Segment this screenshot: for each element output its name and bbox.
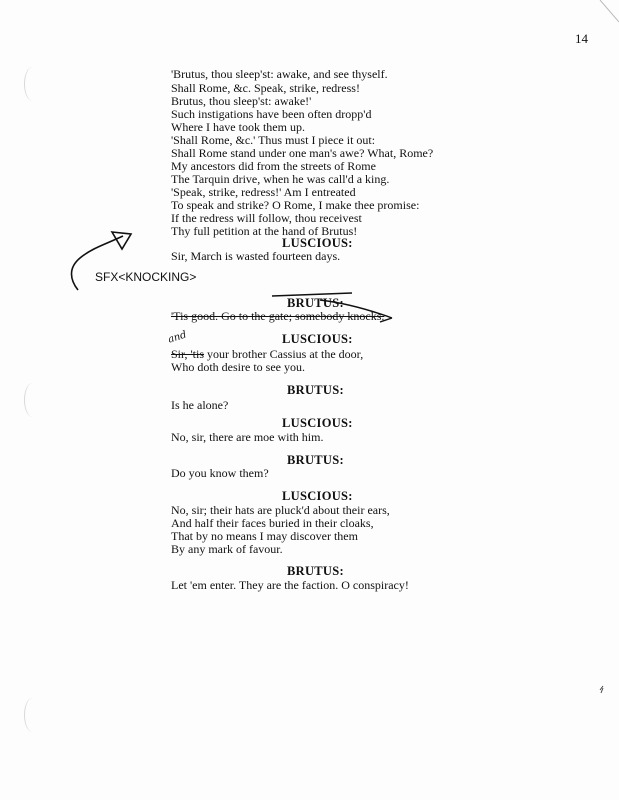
dialogue-line: Sir, March is wasted fourteen days. bbox=[171, 249, 341, 263]
speech-1-line: Shall Rome stand under one man's awe? What, Rome? bbox=[171, 146, 434, 160]
struck-line-slash bbox=[320, 300, 392, 318]
speech-1-line: The Tarquin drive, when he was call'd a king. bbox=[171, 172, 390, 186]
margin-speck bbox=[600, 686, 603, 693]
speech-1-line: 'Shall Rome, &c.' Thus must I piece it out: bbox=[171, 133, 376, 147]
speech-1-line: Thy full petition at the hand of Brutus! bbox=[171, 224, 358, 238]
speech-hats-line: No, sir; their hats are pluck'd about their ears, bbox=[171, 503, 390, 517]
sfx-note-handwritten: SFX<KNOCKING> bbox=[95, 270, 197, 284]
dialogue-text: your brother Cassius at the door, bbox=[204, 347, 364, 361]
speech-1-line: Shall Rome, &c. Speak, strike, redress! bbox=[171, 81, 360, 95]
speech-1-line: Such instigations have been often dropp'd bbox=[171, 107, 372, 121]
struck-words: Sir, 'tis bbox=[171, 347, 205, 361]
handwritten-arrow-stroke bbox=[72, 236, 124, 290]
dialogue-line: No, sir, there are moe with him. bbox=[171, 430, 324, 444]
speech-1-line: Brutus, thou sleep'st: awake!' bbox=[171, 94, 312, 108]
speaker-brutus: BRUTUS: bbox=[287, 383, 344, 397]
page-number: 14 bbox=[575, 31, 588, 46]
struck-dialogue-line: 'Tis good. Go to the gate; somebody knocks. bbox=[171, 309, 385, 323]
dialogue-line: Let 'em enter. They are the faction. O conspiracy! bbox=[171, 578, 409, 592]
speech-1-line: If the redress will follow, thou receivest bbox=[171, 211, 362, 225]
dialogue-line: Is he alone? bbox=[171, 398, 229, 412]
speech-1-line: Where I have took them up. bbox=[171, 120, 305, 134]
speaker-luscious: LUSCIOUS: bbox=[282, 489, 353, 503]
corner-fold-mark bbox=[600, 0, 619, 22]
speaker-brutus-struck: BRUTUS: bbox=[287, 296, 344, 310]
speaker-brutus: BRUTUS: bbox=[287, 453, 344, 467]
struck-speaker-overline bbox=[272, 293, 352, 296]
slash-tick bbox=[380, 318, 392, 322]
handwritten-note: and bbox=[166, 329, 189, 346]
speaker-luscious: LUSCIOUS: bbox=[282, 416, 353, 430]
speech-1-line: 'Brutus, thou sleep'st: awake, and see thyself. bbox=[171, 67, 388, 81]
speech-1-line: 'Speak, strike, redress!' Am I entreated bbox=[171, 185, 356, 199]
speech-hats-line: That by no means I may discover them bbox=[171, 529, 358, 543]
speech-1-line: My ancestors did from the streets of Rome bbox=[171, 159, 376, 173]
dialogue-line: Do you know them? bbox=[171, 466, 269, 480]
speaker-luscious: LUSCIOUS: bbox=[282, 332, 353, 346]
speaker-brutus: BRUTUS: bbox=[287, 564, 344, 578]
speaker-luscious: LUSCIOUS: bbox=[282, 236, 353, 250]
speech-hats-line: And half their faces buried in their cloaks, bbox=[171, 516, 374, 530]
speech-1-line: To speak and strike? O Rome, I make thee promise: bbox=[171, 198, 420, 212]
speech-hats-line: By any mark of favour. bbox=[171, 542, 283, 556]
dialogue-line: Who doth desire to see you. bbox=[171, 360, 305, 374]
